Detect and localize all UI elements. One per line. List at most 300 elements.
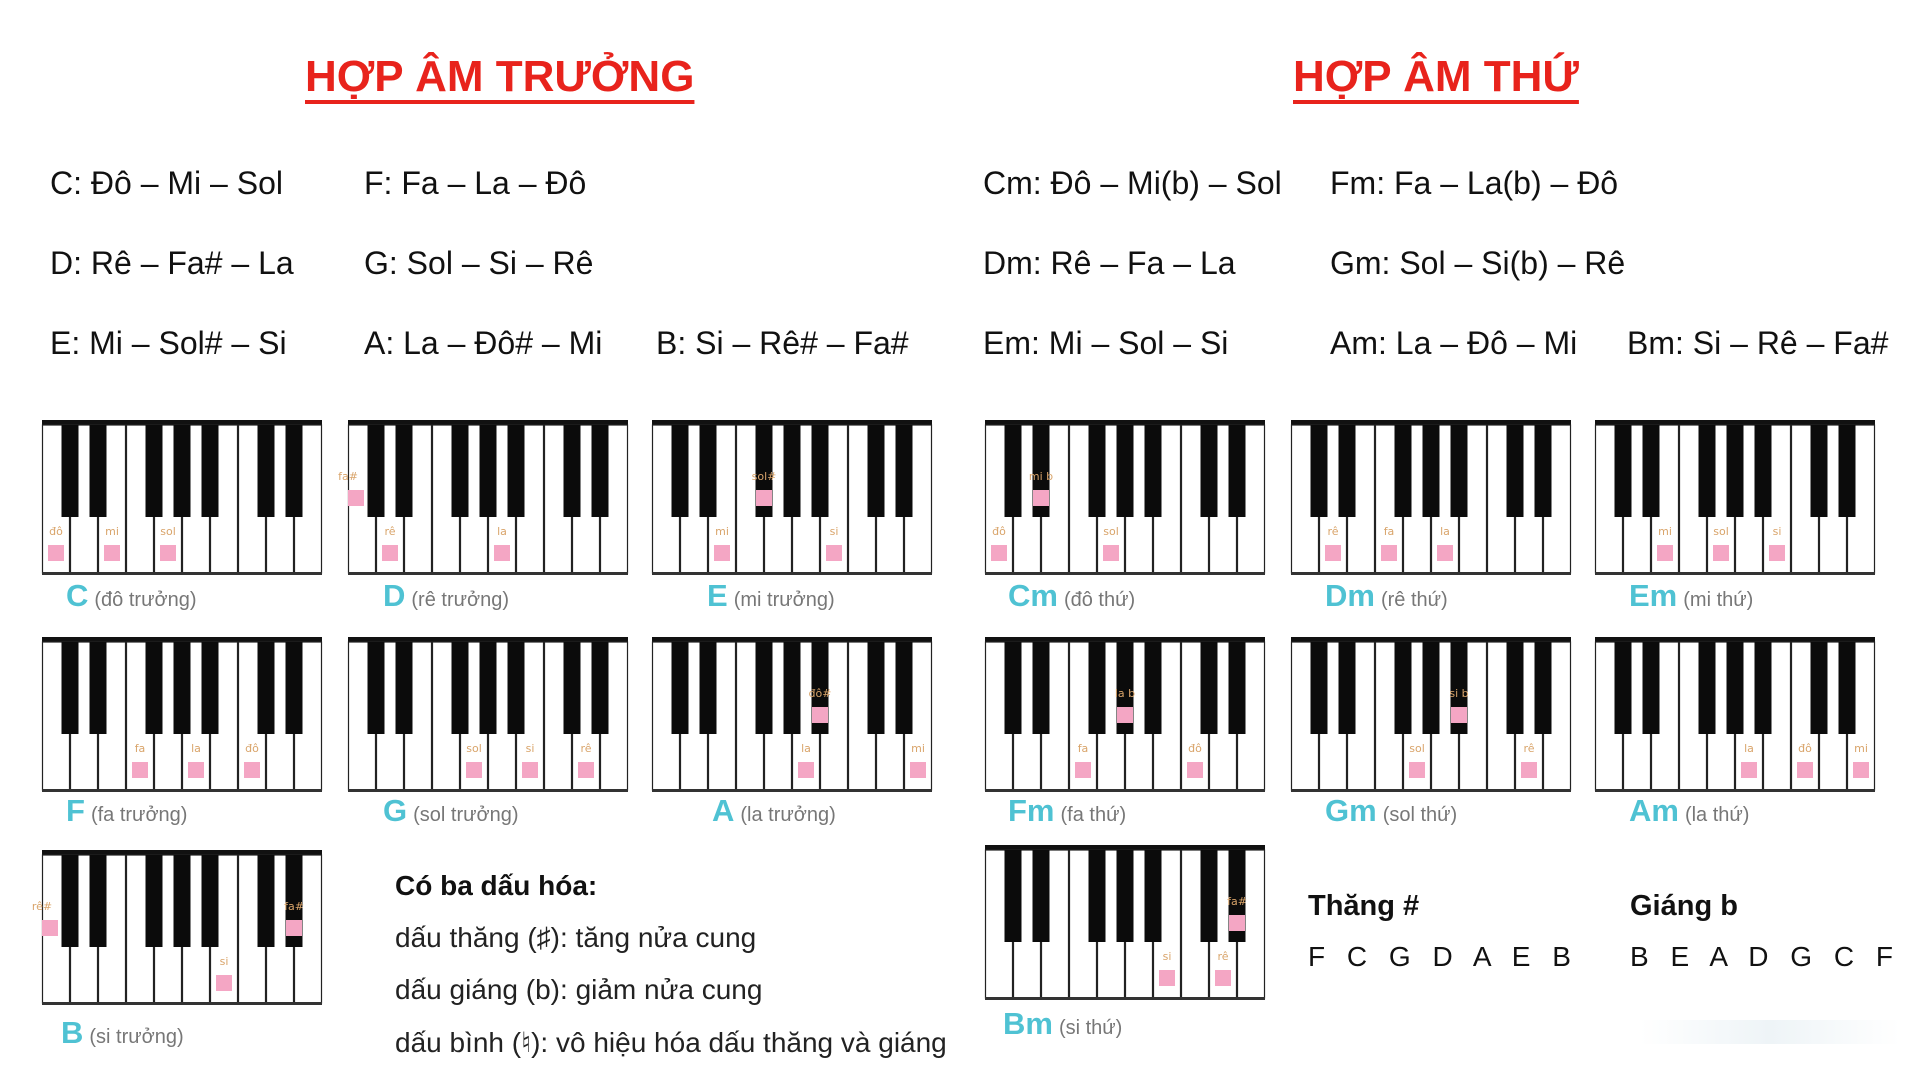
piano-keyboard [1291, 420, 1571, 575]
note-marker [1325, 545, 1341, 561]
keyboard-diagram-d-minor [1291, 420, 1571, 575]
note-marker [188, 762, 204, 778]
keyboard-bottom-edge [985, 997, 1265, 1000]
chord-description: (mi thứ) [1683, 589, 1754, 611]
black-key [1839, 425, 1856, 517]
note-marker [1713, 545, 1729, 561]
note-marker [1437, 545, 1453, 561]
black-key [1339, 425, 1356, 517]
note-name: đô [245, 742, 259, 755]
black-key [508, 425, 525, 517]
black-key [1755, 425, 1772, 517]
note-name: la [497, 525, 507, 538]
black-key [1395, 425, 1412, 517]
black-key [480, 425, 497, 517]
black-key [564, 425, 581, 517]
keyboard-top-bar [42, 850, 322, 855]
note-name: sol [1713, 525, 1729, 538]
black-key [1005, 425, 1022, 517]
black-key [1005, 642, 1022, 734]
black-key [286, 425, 303, 517]
piano-keyboard [985, 420, 1265, 575]
keyboard-bottom-edge [1291, 572, 1571, 575]
black-key [784, 642, 801, 734]
black-key [700, 425, 717, 517]
black-key [62, 855, 79, 947]
black-key [1615, 642, 1632, 734]
note-marker [48, 545, 64, 561]
piano-keyboard [985, 845, 1265, 1000]
black-key [700, 642, 717, 734]
black-key [756, 642, 773, 734]
black-key [1311, 642, 1328, 734]
black-key [1229, 642, 1246, 734]
piano-keyboard [338, 420, 628, 575]
note-marker [216, 975, 232, 991]
formula-f-major: F: Fa – La – Đô [364, 165, 587, 201]
keyboard-top-bar [1595, 637, 1875, 642]
note-marker [714, 545, 730, 561]
piano-keyboard [348, 637, 628, 792]
formula-b-major: B: Si – Rê# – Fa# [656, 325, 909, 361]
note-name: si [219, 955, 229, 968]
black-key [202, 642, 219, 734]
keyboard-diagram-g-minor [1291, 637, 1571, 792]
black-key [592, 425, 609, 517]
keyboard-diagram-b-major [31, 850, 322, 1005]
formula-b-minor: Bm: Si – Rê – Fa# [1627, 325, 1889, 361]
black-key [1423, 642, 1440, 734]
label-e-major [707, 578, 835, 614]
black-key [286, 642, 303, 734]
chord-description: (rê thứ) [1380, 589, 1448, 611]
note-name: fa [134, 742, 146, 755]
black-key [672, 642, 689, 734]
black-key [1535, 425, 1552, 517]
keyboard-diagram-c-minor [985, 420, 1265, 575]
accidentals-note [395, 870, 947, 1059]
black-key [896, 642, 913, 734]
note-name: fa [1077, 742, 1089, 755]
keyboard-top-bar [985, 420, 1265, 425]
chord-symbol: D [383, 578, 406, 613]
note-name: la [801, 742, 811, 755]
black-key [1811, 425, 1828, 517]
formula-f-minor: Fm: Fa – La(b) – Đô [1330, 165, 1619, 201]
label-f-minor [1008, 793, 1126, 829]
black-key [1117, 425, 1134, 517]
note-marker [382, 545, 398, 561]
chord-description: (đô trưởng) [94, 589, 197, 611]
note-marker [1381, 545, 1397, 561]
label-b-major [61, 1015, 184, 1051]
label-g-minor [1325, 793, 1457, 829]
chord-symbol: Gm [1325, 793, 1377, 828]
note-name: rê# [31, 900, 53, 913]
note-name: đô [992, 525, 1006, 538]
accidentals-title: Có ba dấu hóa: [395, 870, 598, 901]
keyboard-top-bar [985, 845, 1265, 850]
keyboard-top-bar [1595, 420, 1875, 425]
black-key [1423, 425, 1440, 517]
formula-c-minor: Cm: Đô – Mi(b) – Sol [983, 165, 1282, 201]
note-marker [910, 762, 926, 778]
chord-description: (sol trưởng) [413, 804, 519, 826]
black-key [1395, 642, 1412, 734]
keyboard-bottom-edge [42, 789, 322, 792]
note-marker [466, 762, 482, 778]
piano-keyboard [652, 420, 932, 575]
keyboard-diagram-a-major [652, 637, 932, 792]
note-name: fa# [284, 900, 304, 913]
black-key [1339, 642, 1356, 734]
black-key [1145, 850, 1162, 942]
black-key [1727, 425, 1744, 517]
keyboard-diagram-c-major [42, 420, 322, 575]
piano-keyboard [985, 637, 1265, 792]
keyboard-bottom-edge [348, 572, 628, 575]
keyboard-bottom-edge [42, 572, 322, 575]
keyboard-top-bar [985, 637, 1265, 642]
note-name: mi [1854, 742, 1868, 755]
chord-description: (si trưởng) [89, 1026, 184, 1048]
note-name: đô [49, 525, 63, 538]
piano-keyboard [42, 637, 322, 792]
piano-keyboard [1291, 637, 1571, 792]
keyboard-bottom-edge [348, 789, 628, 792]
black-key [258, 642, 275, 734]
chord-description: (la trưởng) [740, 804, 836, 826]
chord-symbol: B [61, 1015, 84, 1050]
note-marker [1657, 545, 1673, 561]
black-key [1507, 425, 1524, 517]
black-key [1229, 425, 1246, 517]
note-marker [991, 545, 1007, 561]
note-name: rê [1523, 742, 1535, 755]
note-marker [244, 762, 260, 778]
note-marker [1451, 707, 1467, 723]
note-marker [1853, 762, 1869, 778]
black-key [90, 642, 107, 734]
keyboard-top-bar [42, 637, 322, 642]
black-key [1811, 642, 1828, 734]
black-key [452, 642, 469, 734]
black-key [784, 425, 801, 517]
note-marker [798, 762, 814, 778]
chord-symbol: G [383, 793, 408, 828]
note-name: si b [1449, 687, 1469, 700]
black-key [1201, 425, 1218, 517]
note-name: đô [1798, 742, 1812, 755]
note-marker [42, 920, 58, 936]
note-name: rê [1327, 525, 1339, 538]
black-key [258, 855, 275, 947]
note-name: si [1772, 525, 1782, 538]
black-key [1033, 642, 1050, 734]
black-key [1755, 642, 1772, 734]
note-name: rê [384, 525, 396, 538]
note-name: mi [1658, 525, 1672, 538]
chord-symbol: Cm [1008, 578, 1058, 613]
sharps-order: F C G D A E B [1308, 941, 1571, 972]
note-marker [286, 920, 302, 936]
note-marker [1215, 970, 1231, 986]
note-name: mi b [1028, 470, 1054, 483]
black-key [1699, 642, 1716, 734]
label-c-minor [1008, 578, 1135, 614]
note-name: rê [580, 742, 592, 755]
minor-chords-heading: HỢP ÂM THỨ [1293, 52, 1579, 101]
keyboard-diagram-f-minor [985, 637, 1265, 792]
black-key [868, 425, 885, 517]
black-key [1535, 642, 1552, 734]
black-key [812, 425, 829, 517]
keyboard-bottom-edge [985, 572, 1265, 575]
chord-description: (fa trưởng) [90, 804, 188, 826]
note-name: mi [911, 742, 925, 755]
chord-description: (fa thứ) [1060, 804, 1127, 826]
keyboard-bottom-edge [985, 789, 1265, 792]
black-key [1643, 642, 1660, 734]
black-key [146, 642, 163, 734]
flat-explanation: dấu giáng (b): giảm nửa cung [395, 974, 763, 1005]
black-key [480, 642, 497, 734]
keyboard-top-bar [652, 420, 932, 425]
black-key [146, 855, 163, 947]
label-a-major [712, 793, 836, 829]
chord-description: (đô thứ) [1063, 589, 1136, 611]
chord-symbol: C [66, 578, 89, 613]
note-name: la [191, 742, 201, 755]
note-name: la [1440, 525, 1450, 538]
note-name: rê [1217, 950, 1229, 963]
note-name: fa# [338, 470, 358, 483]
black-key [62, 425, 79, 517]
chord-description: (rê trưởng) [411, 589, 510, 611]
note-marker [1409, 762, 1425, 778]
note-marker [1797, 762, 1813, 778]
note-name: sol [1103, 525, 1119, 538]
black-key [1699, 425, 1716, 517]
keyboard-bottom-edge [1291, 789, 1571, 792]
note-name: sol# [751, 470, 777, 483]
note-marker [578, 762, 594, 778]
black-key [868, 642, 885, 734]
chord-symbol: F [66, 793, 85, 828]
chord-symbol: Fm [1008, 793, 1055, 828]
black-key [1089, 642, 1106, 734]
keyboard-bottom-edge [1595, 789, 1875, 792]
note-marker [812, 707, 828, 723]
black-key [1089, 850, 1106, 942]
piano-keyboard [42, 420, 322, 575]
chord-description: (mi trưởng) [733, 589, 835, 611]
keyboard-bottom-edge [42, 1002, 322, 1005]
black-key [896, 425, 913, 517]
note-name: sol [160, 525, 176, 538]
piano-keyboard [31, 850, 322, 1005]
formula-e-major: E: Mi – Sol# – Si [50, 325, 287, 361]
black-key [368, 642, 385, 734]
black-key [1507, 642, 1524, 734]
label-c-major [66, 578, 196, 614]
keyboard-bottom-edge [1595, 572, 1875, 575]
flats-order-block [1630, 890, 1893, 973]
note-name: đô [1188, 742, 1202, 755]
note-name: fa# [1227, 895, 1247, 908]
note-marker [348, 490, 364, 506]
black-key [146, 425, 163, 517]
note-name: sol [466, 742, 482, 755]
background-fade [1640, 1020, 1900, 1044]
keyboard-top-bar [42, 420, 322, 425]
piano-keyboard [652, 637, 932, 792]
black-key [90, 425, 107, 517]
keyboard-diagram-f-major [42, 637, 322, 792]
label-d-major [383, 578, 509, 614]
sharps-title: Thăng # [1308, 890, 1420, 922]
formula-a-major: A: La – Đô# – Mi [364, 325, 603, 361]
black-key [1643, 425, 1660, 517]
black-key [1145, 642, 1162, 734]
black-key [1145, 425, 1162, 517]
keyboard-diagram-d-major [338, 420, 628, 575]
note-name: mi [105, 525, 119, 538]
keyboard-top-bar [348, 420, 628, 425]
black-key [1089, 425, 1106, 517]
black-key [202, 855, 219, 947]
black-key [1839, 642, 1856, 734]
note-marker [826, 545, 842, 561]
black-key [174, 642, 191, 734]
flats-title: Giáng b [1630, 890, 1738, 922]
piano-keyboard [1595, 420, 1875, 575]
black-key [90, 855, 107, 947]
chord-symbol: Dm [1325, 578, 1375, 613]
formula-g-minor: Gm: Sol – Si(b) – Rê [1330, 245, 1626, 281]
chord-description: (si thứ) [1058, 1017, 1123, 1039]
formula-g-major: G: Sol – Si – Rê [364, 245, 594, 281]
black-key [396, 425, 413, 517]
note-name: sol [1409, 742, 1425, 755]
note-marker [1033, 490, 1049, 506]
keyboard-diagram-e-major [652, 420, 932, 575]
label-a-minor [1629, 793, 1749, 829]
formula-d-minor: Dm: Rê – Fa – La [983, 245, 1236, 281]
note-name: đô# [808, 687, 832, 700]
keyboard-bottom-edge [652, 789, 932, 792]
keyboard-top-bar [348, 637, 628, 642]
note-marker [1159, 970, 1175, 986]
black-key [1117, 850, 1134, 942]
black-key [508, 642, 525, 734]
label-d-minor [1325, 578, 1448, 614]
chord-symbol: A [712, 793, 735, 828]
note-marker [522, 762, 538, 778]
black-key [1727, 642, 1744, 734]
note-marker [756, 490, 772, 506]
black-key [564, 642, 581, 734]
chord-symbol: Am [1629, 793, 1679, 828]
black-key [592, 642, 609, 734]
note-marker [132, 762, 148, 778]
note-marker [160, 545, 176, 561]
chord-description: (sol thứ) [1382, 804, 1458, 826]
note-marker [1187, 762, 1203, 778]
label-g-major [383, 793, 519, 829]
sharp-explanation: dấu thăng (♯): tăng nửa cung [395, 922, 757, 953]
note-marker [1075, 762, 1091, 778]
black-key [1615, 425, 1632, 517]
black-key [672, 425, 689, 517]
note-name: si [525, 742, 535, 755]
note-name: fa [1383, 525, 1395, 538]
black-key [452, 425, 469, 517]
keyboard-top-bar [652, 637, 932, 642]
keyboard-top-bar [1291, 420, 1571, 425]
piano-keyboard [1595, 637, 1875, 792]
chord-symbol: E [707, 578, 728, 613]
black-key [1201, 850, 1218, 942]
chord-symbol: Em [1629, 578, 1678, 613]
natural-explanation: dấu bình (♮): vô hiệu hóa dấu thăng và giáng [395, 1027, 947, 1058]
keyboard-diagram-b-minor [985, 845, 1265, 1000]
note-name: si [829, 525, 839, 538]
label-e-minor [1629, 578, 1753, 614]
note-marker [1769, 545, 1785, 561]
formula-e-minor: Em: Mi – Sol – Si [983, 325, 1229, 361]
black-key [1451, 425, 1468, 517]
note-marker [1229, 915, 1245, 931]
note-marker [104, 545, 120, 561]
label-f-major [66, 793, 187, 829]
chord-description: (la thứ) [1684, 804, 1750, 826]
note-marker [1521, 762, 1537, 778]
sharps-order-block [1308, 890, 1571, 973]
note-marker [1117, 707, 1133, 723]
flats-order: B E A D G C F [1630, 941, 1893, 972]
chord-symbol: Bm [1003, 1006, 1053, 1041]
keyboard-diagram-g-major [348, 637, 628, 792]
black-key [202, 425, 219, 517]
formula-a-minor: Am: La – Đô – Mi [1330, 325, 1578, 361]
note-marker [1741, 762, 1757, 778]
black-key [1311, 425, 1328, 517]
black-key [258, 425, 275, 517]
black-key [396, 642, 413, 734]
note-name: la [1744, 742, 1754, 755]
note-name: mi [715, 525, 729, 538]
note-name: la b [1114, 687, 1136, 700]
black-key [1033, 850, 1050, 942]
formula-c-major: C: Đô – Mi – Sol [50, 165, 283, 201]
label-b-minor [1003, 1006, 1122, 1042]
black-key [174, 855, 191, 947]
formula-d-major: D: Rê – Fa# – La [50, 245, 294, 281]
note-marker [494, 545, 510, 561]
black-key [1005, 850, 1022, 942]
note-name: si [1162, 950, 1172, 963]
keyboard-top-bar [1291, 637, 1571, 642]
note-marker [1103, 545, 1119, 561]
black-key [368, 425, 385, 517]
keyboard-diagram-a-minor [1595, 637, 1875, 792]
black-key [62, 642, 79, 734]
black-key [174, 425, 191, 517]
keyboard-bottom-edge [652, 572, 932, 575]
keyboard-diagram-e-minor [1595, 420, 1875, 575]
black-key [1201, 642, 1218, 734]
